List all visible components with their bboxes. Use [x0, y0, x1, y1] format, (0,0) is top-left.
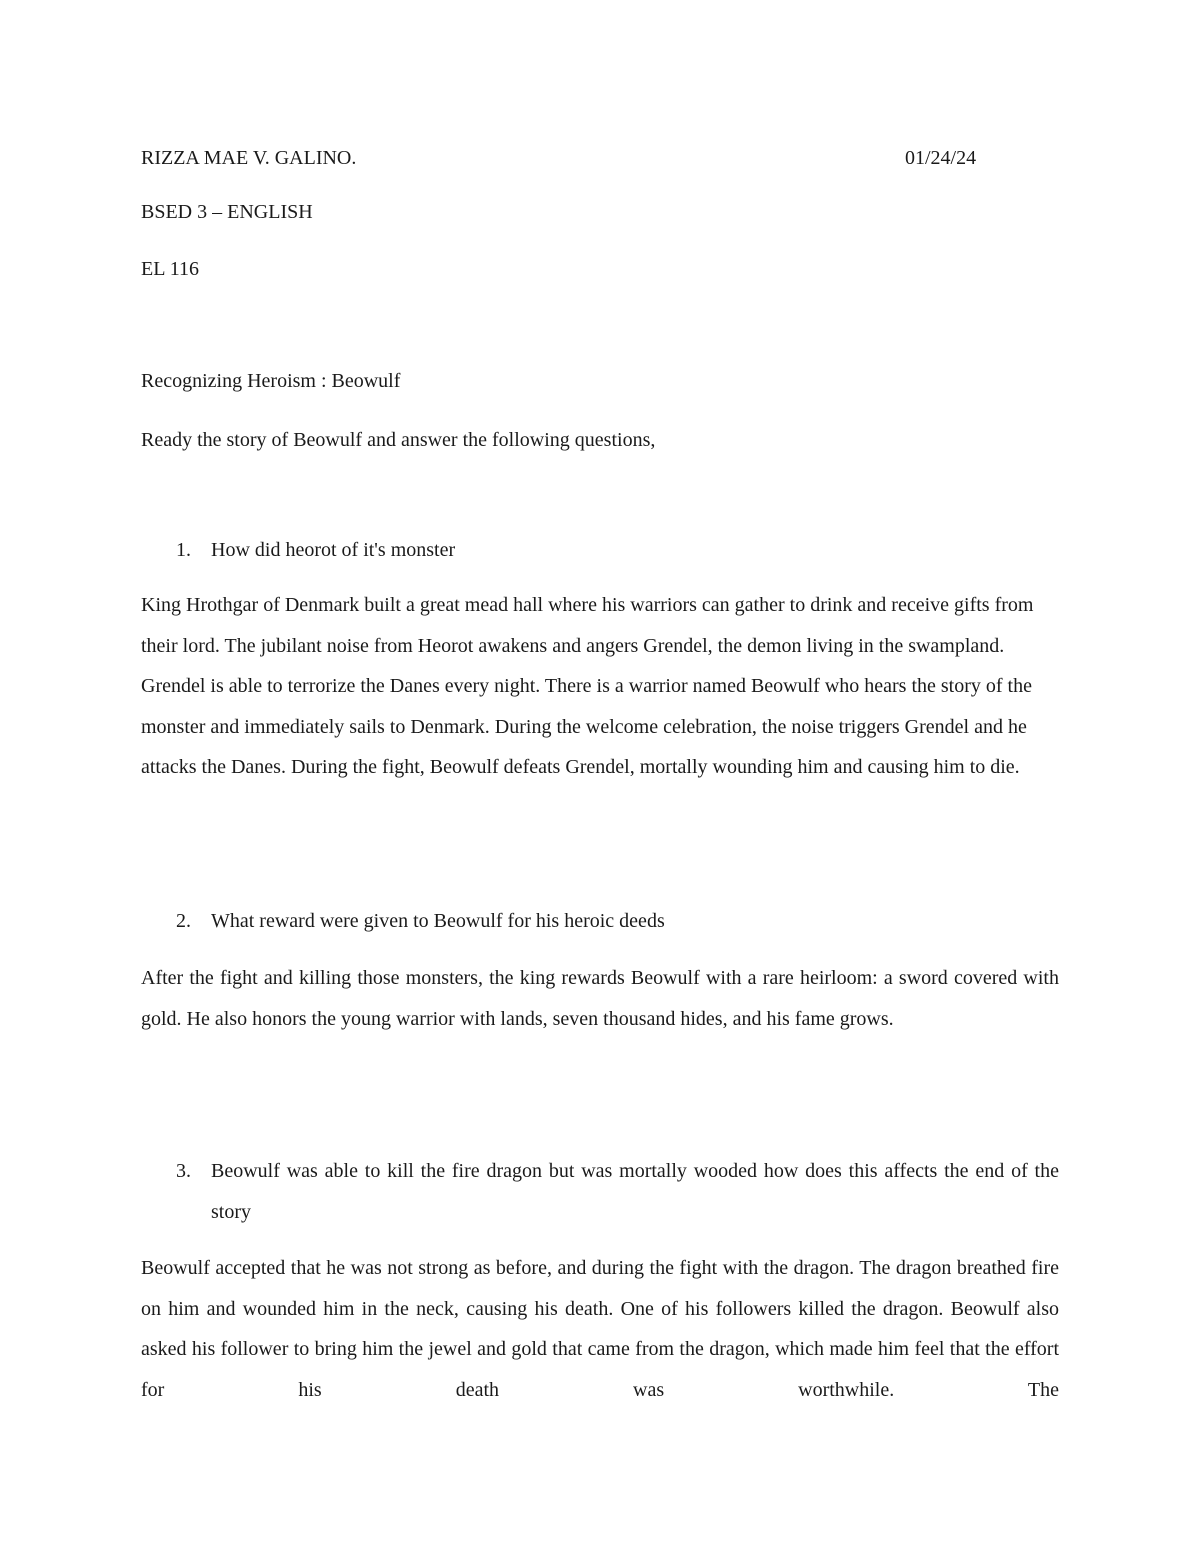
subject-code: EL 116: [141, 258, 199, 280]
course-label: BSED 3 – ENGLISH: [141, 201, 313, 223]
question-text: Beowulf was able to kill the fire dragon but was mortally wooded how does this affects the end of the story: [211, 1160, 1059, 1223]
question-text: How did heorot of it's monster: [211, 539, 456, 561]
question-number: 3.: [176, 1160, 191, 1182]
question-number: 2.: [176, 910, 191, 932]
answer-paragraph: Beowulf accepted that he was not strong as before, and during the fight with the dragon. The dragon breathed fire on him and wounded him in the neck, causing his death. One of his followers killed the dragon. Beowulf also asked his follower to bring him the jewel and gold that came from the dragon, which made him feel that the effort for his death was worthwhile. The: [141, 1257, 1059, 1401]
answer-paragraph: After the fight and killing those monsters, the king rewards Beowulf with a rare heirloom: a sword covered with gold. He also honors the young warrior with lands, seven thousand hides, and his fame grows.: [141, 967, 1059, 1030]
question-text: What reward were given to Beowulf for his heroic deeds: [211, 910, 665, 932]
document-date: 01/24/24: [905, 147, 977, 169]
instructions-text: Ready the story of Beowulf and answer the following questions,: [141, 429, 656, 451]
document-title: Recognizing Heroism : Beowulf: [141, 370, 401, 392]
question-number: 1.: [176, 539, 191, 561]
student-name: RIZZA MAE V. GALINO.: [141, 147, 357, 169]
answer-paragraph: King Hrothgar of Denmark built a great mead hall where his warriors can gather to drink and receive gifts from their lord. The jubilant noise from Heorot awakens and angers Grendel, the demon living in the swampland. Grendel is able to terrorize the Danes every night. There is a warrior named Beowulf who hears the story of the monster and immediately sails to Denmark. During the welcome celebration, the noise triggers Grendel and he attacks the Danes. During the fight, Beowulf defeats Grendel, mortally wounding him and causing him to die.: [141, 594, 1034, 779]
